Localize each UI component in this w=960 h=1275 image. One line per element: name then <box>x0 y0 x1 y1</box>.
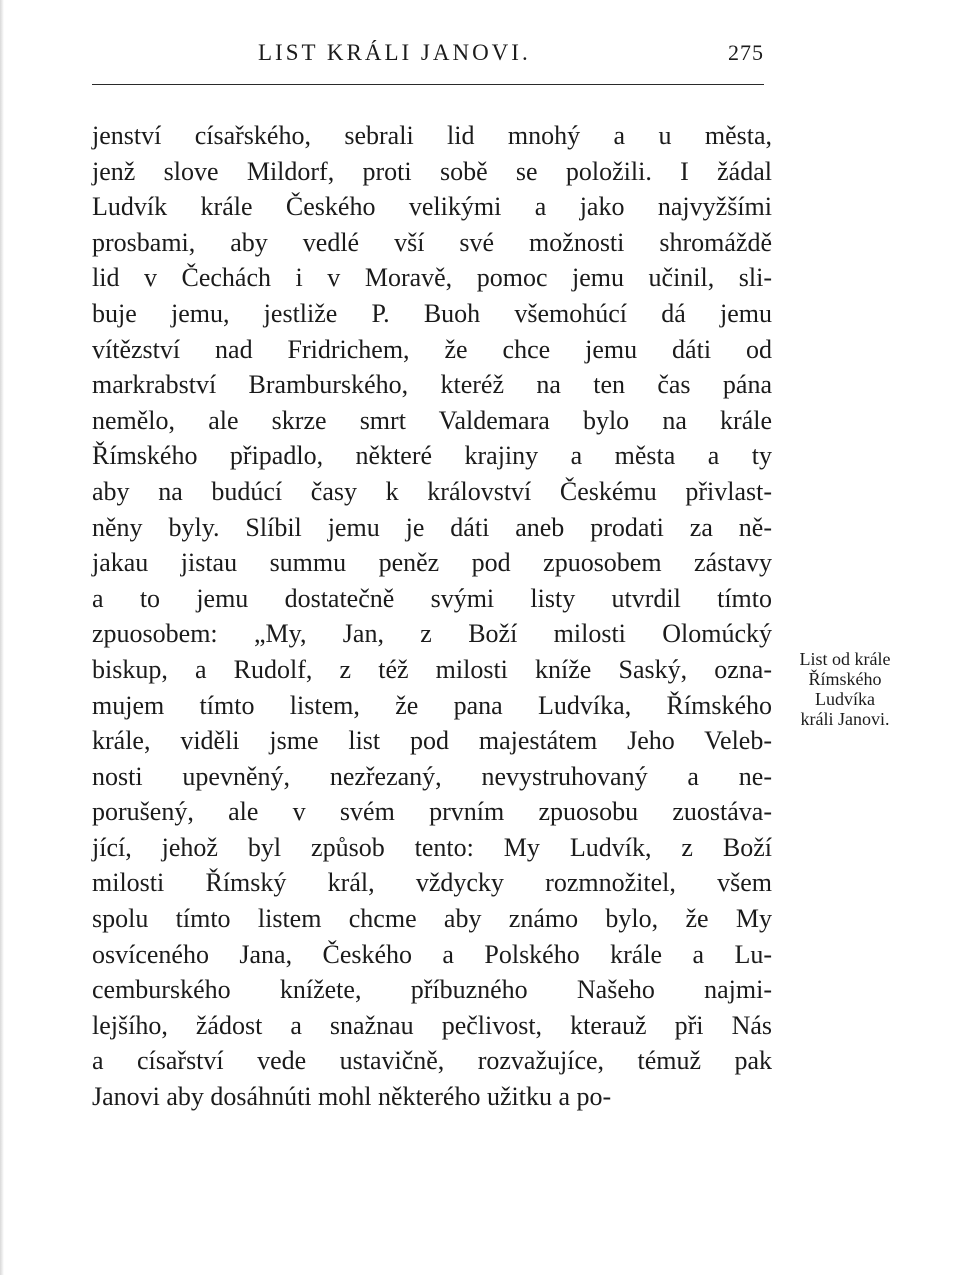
text-line: porušený, ale v svém prvním zpuosobu zuostáva- <box>92 797 772 827</box>
margin-note-line: List od krále <box>799 649 891 669</box>
text-line: a to jemu dostatečně svými listy utvrdil tímto <box>92 583 772 613</box>
text-line: nemělo, ale skrze smrt Valdemara bylo na krále <box>92 405 772 435</box>
text-line: jakau jistau summu peněz pod zpuosobem zástavy <box>92 548 772 578</box>
text-line: něny byly. Slíbil jemu je dáti aneb prodati za ně- <box>92 512 772 542</box>
text-line: lejšího, žádost a snažnau pečlivost, kterauž při Nás <box>92 1010 772 1040</box>
text-line: spolu tímto listem chcme aby známo bylo, že My <box>92 904 772 934</box>
running-title: LIST KRÁLI JANOVI. <box>258 40 531 65</box>
text-line: Ludvík krále Českého velikými a jako najvyžšími <box>92 192 772 222</box>
margin-note-line: Ludvíka <box>815 689 875 709</box>
text-line: buje jemu, jestliže P. Buoh všemohúcí dá jemu <box>92 298 772 328</box>
page-number: 275 <box>728 40 764 65</box>
margin-note <box>775 649 915 729</box>
text-line: Římského připadlo, některé krajiny a města a ty <box>92 441 772 471</box>
text-line: osvíceného Jana, Českého a Polského krále a Lu- <box>92 939 772 969</box>
margin-note-line: Římského <box>808 669 882 689</box>
text-line: jící, jehož byl způsob tento: My Ludvík, z Boží <box>92 832 772 862</box>
text-line: Janovi aby dosáhnúti mohl některého užitku a po- <box>92 1082 612 1112</box>
header-rule <box>92 84 764 85</box>
text-line: jenž slove Mildorf, proti sobě se položili. I žádal <box>92 156 772 186</box>
text-line: milosti Římský král, vždycky rozmnožitel, všem <box>92 868 772 898</box>
page-edge <box>0 0 4 1275</box>
text-line: prosbami, aby vedlé vší své možnosti shromáždě <box>92 227 772 257</box>
margin-note-line: králi Janovi. <box>800 709 890 729</box>
text-line: aby na budúcí časy k království Českému přivlast- <box>92 476 772 506</box>
text-line: vítězství nad Fridrichem, že chce jemu dáti od <box>92 334 772 364</box>
text-line: zpuosobem: „My, Jan, z Boží milosti Olomúcký <box>92 619 772 649</box>
page-header <box>92 40 764 72</box>
text-line: biskup, a Rudolf, z též milosti kníže Saský, ozna- <box>92 654 772 684</box>
text-line: cemburského knížete, příbuzného Našeho najmi- <box>92 975 772 1005</box>
text-line: jenství císařského, sebrali lid mnohý a u města, <box>92 121 772 150</box>
text-line: markrabství Bramburského, kteréž na ten čas pána <box>92 370 772 400</box>
body-text <box>92 118 772 1115</box>
text-line: mujem tímto listem, že pana Ludvíka, Římského <box>92 690 772 720</box>
text-line: lid v Čechách i v Moravě, pomoc jemu učinil, sli- <box>92 263 772 293</box>
text-line: krále, viděli jsme list pod majestátem Jeho Veleb- <box>92 726 772 756</box>
text-line: a císařství vede ustavičně, rozvažujíce, témuž pak <box>92 1046 772 1076</box>
text-line: nosti upevněný, nezřezaný, nevystruhovaný a ne- <box>92 761 772 791</box>
